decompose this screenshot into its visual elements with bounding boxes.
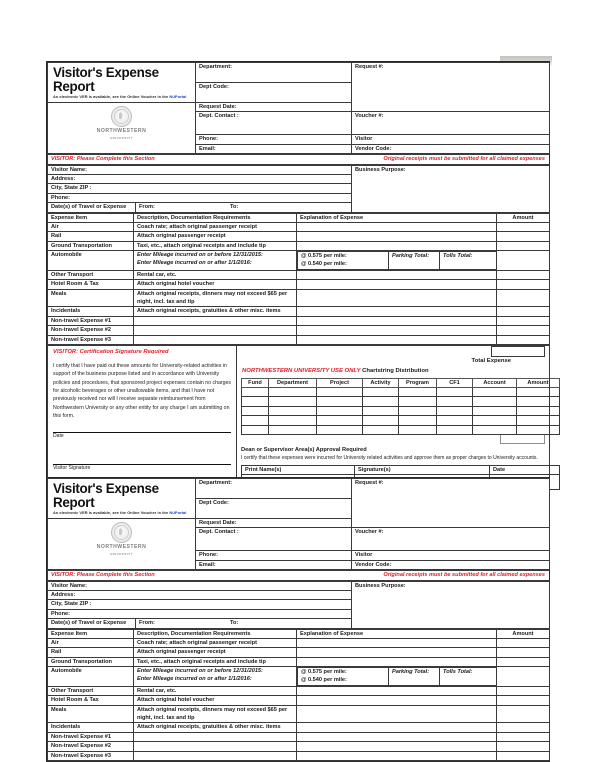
logo-subname: UNIVERSITY	[109, 136, 134, 141]
cs-cell[interactable]	[399, 416, 437, 425]
table-row-rail	[48, 648, 550, 657]
col-cf1: CF1	[437, 378, 473, 387]
cs-cell[interactable]	[317, 406, 363, 415]
expense-desc: Taxi, etc., attach original receipts and include tip	[134, 241, 297, 250]
cs-cell[interactable]	[269, 425, 317, 434]
field-business-purpose[interactable]: Business Purpose:	[352, 165, 550, 212]
expense-explanation[interactable]	[297, 705, 497, 723]
field-phone[interactable]: Phone:	[196, 135, 352, 144]
expense-item-label: Non-travel Expense #3	[48, 751, 134, 760]
expense-item-label: Other Transport	[48, 686, 134, 695]
expense-item-label: Air	[48, 638, 134, 647]
table-row-other-transport	[48, 686, 550, 695]
expense-amount[interactable]	[497, 232, 550, 241]
expense-report-form-1	[46, 61, 550, 495]
cs-cell[interactable]	[363, 397, 399, 406]
rate-line-2: @ 0.540 per mile:	[301, 677, 347, 684]
cs-cell[interactable]	[363, 416, 399, 425]
table-row-incidentals	[48, 723, 550, 732]
expense-item-label: Non-travel Expense #1	[48, 732, 134, 741]
title-subtitle: An electronic VER is available, see the Online Voucher in the NUPortal	[53, 94, 187, 100]
tolls-total-label[interactable]: Tolls Total:	[440, 252, 498, 270]
field-email[interactable]: Email:	[196, 560, 352, 569]
expense-amount[interactable]	[497, 638, 550, 647]
chartstring-row	[242, 416, 560, 425]
expense-amount[interactable]	[497, 251, 550, 271]
cs-cell[interactable]	[517, 397, 560, 406]
expense-explanation[interactable]	[297, 657, 497, 666]
chartstring-row	[242, 397, 560, 406]
expense-amount[interactable]	[497, 280, 550, 289]
mileage-line-1: Enter Mileage incurred on or before 12/31/2015:	[137, 668, 263, 675]
rate-line-1: @ 0.575 per mile:	[301, 669, 347, 676]
field-visitor-name[interactable]: Visitor Name:	[48, 581, 352, 590]
total-expense-label: Total Expense	[471, 357, 511, 364]
cs-cell[interactable]	[317, 388, 363, 397]
label-travel-dates: Date(s) of Travel or Expense	[48, 203, 136, 212]
mileage-rates	[298, 252, 389, 270]
certification-title: VISITOR: Certification Signature Required	[53, 348, 169, 355]
expense-amount[interactable]	[497, 222, 550, 231]
travel-to-label: To:	[229, 620, 239, 627]
mileage-line-2: Enter Mileage incurred on or after 1/1/2016:	[137, 260, 252, 267]
col-print-name: Print Name(s)	[242, 465, 355, 474]
visitor-signature-line[interactable]	[53, 453, 231, 465]
table-row-nontravel-1	[48, 316, 550, 325]
cs-cell[interactable]	[317, 416, 363, 425]
expense-item-label: Non-travel Expense #3	[48, 335, 134, 344]
table-row-ground-transportation	[48, 657, 550, 666]
expense-amount[interactable]	[497, 335, 550, 344]
expense-explanation[interactable]	[297, 222, 497, 231]
cs-cell[interactable]	[473, 416, 517, 425]
expense-explanation[interactable]	[297, 270, 497, 279]
cs-cell[interactable]	[242, 406, 269, 415]
title-subtitle: An electronic VER is available, see the Online Voucher in the NUPortal	[53, 510, 187, 516]
expense-item-label: Automobile	[48, 251, 134, 271]
expense-amount[interactable]	[497, 270, 550, 279]
northwestern-seal-icon	[111, 522, 132, 543]
expense-desc-mileage	[134, 667, 297, 687]
chartstring-banner-black: Chartstring Distribution	[362, 368, 429, 375]
expense-desc: Attach original receipts, gratuities & other misc. items	[134, 307, 297, 316]
expense-item-label: Air	[48, 222, 134, 231]
expense-amount[interactable]	[497, 657, 550, 666]
expense-desc: Taxi, etc., attach original receipts and include tip	[134, 657, 297, 666]
expense-explanation[interactable]	[297, 648, 497, 657]
visitor-banner-right: Original receipts must be submitted for all claimed expenses	[383, 572, 545, 579]
expense-item-label: Other Transport	[48, 270, 134, 279]
northwestern-seal-icon	[111, 106, 132, 127]
cs-cell[interactable]	[242, 416, 269, 425]
logo-name: NORTHWESTERN	[96, 128, 147, 135]
parking-total-label[interactable]: Parking Total:	[389, 668, 440, 686]
visitor-banner-right: Original receipts must be submitted for all claimed expenses	[383, 156, 545, 163]
table-row-meals	[48, 705, 550, 723]
form-header	[47, 62, 550, 154]
expense-amount[interactable]	[497, 667, 550, 687]
expense-item-label: Incidentals	[48, 307, 134, 316]
field-dept-contact[interactable]: Dept. Contact :	[196, 528, 352, 551]
expense-desc-mileage	[134, 251, 297, 271]
travel-to-label: To:	[229, 204, 239, 211]
expense-explanation[interactable]	[297, 751, 497, 760]
nuportal-link[interactable]: NUPortal	[169, 94, 187, 100]
visitor-banner-row	[47, 154, 549, 164]
col-project: Project	[317, 378, 363, 387]
cs-cell[interactable]	[363, 388, 399, 397]
field-visitor[interactable]: Visitor	[352, 135, 550, 144]
visitor-banner-left: VISITOR: Please Complete this Section	[51, 572, 155, 579]
field-visitor[interactable]: Visitor	[352, 551, 550, 560]
field-request-number[interactable]: Request #:	[352, 479, 550, 528]
expense-explanation[interactable]	[297, 307, 497, 316]
travel-from-label: From:	[139, 204, 155, 211]
expense-amount[interactable]	[497, 326, 550, 335]
expense-desc[interactable]	[134, 751, 297, 760]
expense-explanation[interactable]	[297, 241, 497, 250]
cs-cell[interactable]	[317, 397, 363, 406]
travel-from-label: From:	[139, 620, 155, 627]
visitor-banner-row-2	[47, 570, 549, 580]
cs-cell[interactable]	[473, 388, 517, 397]
field-city-state-zip[interactable]: City, State ZIP :	[48, 184, 352, 193]
col-description: Description, Documentation Requirements	[134, 629, 297, 638]
expense-explanation[interactable]	[297, 732, 497, 741]
expense-desc: Coach rate; attach original passenger receipt	[134, 222, 297, 231]
logo-block	[48, 102, 196, 153]
col-explanation: Explanation of Expense	[297, 213, 497, 222]
total-expense-box[interactable]	[491, 346, 545, 357]
cs-cell[interactable]	[399, 425, 437, 434]
field-visitor-name[interactable]: Visitor Name:	[48, 165, 352, 174]
col-description: Description, Documentation Requirements	[134, 213, 297, 222]
col-expense-item: Expense Item	[48, 629, 134, 638]
col-cs-amount: Amount	[517, 378, 560, 387]
logo-subname: UNIVERSITY	[109, 552, 134, 557]
field-vendor-code[interactable]: Vendor Code:	[352, 144, 550, 153]
table-row-nontravel-3	[48, 335, 550, 344]
field-voucher-number[interactable]: Voucher #:	[352, 112, 550, 135]
table-row-other-transport	[48, 270, 550, 279]
expense-amount[interactable]	[497, 307, 550, 316]
table-row-nontravel-2	[48, 742, 550, 751]
expense-explanation[interactable]	[297, 723, 497, 732]
col-account: Account	[473, 378, 517, 387]
expense-desc[interactable]	[134, 316, 297, 325]
cs-cell[interactable]	[242, 425, 269, 434]
expense-amount[interactable]	[497, 289, 550, 307]
expense-amount[interactable]	[497, 648, 550, 657]
table-row-hotel	[48, 696, 550, 705]
expense-explanation[interactable]	[297, 742, 497, 751]
col-expense-item: Expense Item	[48, 213, 134, 222]
field-dept-contact[interactable]: Dept. Contact :	[196, 112, 352, 135]
col-explanation: Explanation of Expense	[297, 629, 497, 638]
table-row-nontravel-2	[48, 326, 550, 335]
expense-desc: Attach original receipts, dinners may not exceed $65 per night, incl. tax and tip	[134, 289, 297, 307]
bottom-section	[47, 345, 550, 494]
cs-cell[interactable]	[517, 416, 560, 425]
mileage-line-1: Enter Mileage incurred on or before 12/31/2015:	[137, 252, 263, 259]
cs-cell[interactable]	[437, 397, 473, 406]
cs-cell[interactable]	[399, 388, 437, 397]
expense-item-label: Rail	[48, 648, 134, 657]
expense-desc: Attach original hotel voucher	[134, 696, 297, 705]
cs-cell[interactable]	[363, 406, 399, 415]
expense-amount[interactable]	[497, 723, 550, 732]
expense-amount[interactable]	[497, 241, 550, 250]
expense-amount[interactable]	[497, 751, 550, 760]
field-business-purpose[interactable]: Business Purpose:	[352, 581, 550, 628]
expense-explanation[interactable]	[297, 686, 497, 695]
expense-desc: Attach original passenger receipt	[134, 232, 297, 241]
expense-desc: Rental car, etc.	[134, 270, 297, 279]
cs-cell[interactable]	[317, 425, 363, 434]
table-row-air	[48, 638, 550, 647]
form-header-2	[47, 478, 550, 570]
label-travel-dates: Date(s) of Travel or Expense	[48, 619, 136, 628]
table-row-meals	[48, 289, 550, 307]
cs-cell[interactable]	[269, 416, 317, 425]
col-program: Program	[399, 378, 437, 387]
logo-name: NORTHWESTERN	[96, 544, 147, 551]
field-request-date[interactable]: Request Date:	[196, 518, 352, 527]
expense-desc[interactable]	[134, 732, 297, 741]
title-block	[48, 479, 196, 519]
rate-line-2: @ 0.540 per mile:	[301, 261, 347, 268]
col-fund: Fund	[242, 378, 269, 387]
chartstring-table	[241, 378, 560, 435]
table-row-air	[48, 222, 550, 231]
expense-desc: Attach original receipts, dinners may not exceed $65 per night, incl. tax and tip	[134, 705, 297, 723]
expense-explanation[interactable]	[297, 696, 497, 705]
expense-item-label: Incidentals	[48, 723, 134, 732]
expense-explanation[interactable]	[297, 289, 497, 307]
expense-desc: Rental car, etc.	[134, 686, 297, 695]
cs-cell[interactable]	[399, 406, 437, 415]
col-amount: Amount	[497, 629, 550, 638]
nuportal-link[interactable]: NUPortal	[169, 510, 187, 516]
page-title: Visitor's Expense Report	[53, 65, 159, 95]
expense-table-header-row	[48, 629, 550, 638]
rate-line-1: @ 0.575 per mile:	[301, 253, 347, 260]
chartstring-row	[242, 388, 560, 397]
field-visitor-phone[interactable]: Phone:	[48, 193, 352, 202]
field-request-number[interactable]: Request #:	[352, 63, 550, 112]
visitor-banner	[48, 571, 550, 580]
expense-desc: Coach rate; attach original passenger receipt	[134, 638, 297, 647]
cs-cell[interactable]	[269, 406, 317, 415]
expense-report-form-2	[46, 477, 550, 762]
certification-body: I certify that I have paid out these amounts for University-related activities in support of the business purpose listed and in accordance with University policies and procedures, that sponsored project expenses contain no charges for alcoholic beverages or other unallowable items, and that I have not previously received nor will I receive separate reimbursement from Northwestern University or any other entity for any charge I am submitting on this form.	[53, 362, 231, 420]
chartstring-total-cell[interactable]	[500, 435, 545, 444]
expense-item-label: Non-travel Expense #2	[48, 326, 134, 335]
mileage-rates-cell	[297, 251, 497, 271]
expense-item-label: Hotel Room & Tax	[48, 696, 134, 705]
field-department[interactable]: Department:	[196, 479, 352, 499]
field-vendor-code[interactable]: Vendor Code:	[352, 560, 550, 569]
expense-item-label: Hotel Room & Tax	[48, 280, 134, 289]
approval-title: Dean or Supervisor Area(s) Approval Required	[241, 447, 367, 454]
cs-cell[interactable]	[437, 416, 473, 425]
logo-block	[48, 518, 196, 569]
expense-amount[interactable]	[497, 705, 550, 723]
cs-cell[interactable]	[517, 425, 560, 434]
expense-explanation[interactable]	[297, 335, 497, 344]
page-title: Visitor's Expense Report	[53, 481, 159, 511]
title-block	[48, 63, 196, 103]
chartstring-row	[242, 425, 560, 434]
chartstring-header-row	[242, 378, 560, 387]
expense-item-label: Rail	[48, 232, 134, 241]
table-row-rail	[48, 232, 550, 241]
cs-cell[interactable]	[242, 388, 269, 397]
field-dept-code[interactable]: Dept Code:	[196, 82, 352, 102]
cs-cell[interactable]	[242, 397, 269, 406]
cs-cell[interactable]	[517, 388, 560, 397]
expense-explanation[interactable]	[297, 316, 497, 325]
col-approval-date: Date	[490, 465, 560, 474]
expense-items-table	[47, 213, 550, 345]
expense-desc[interactable]	[134, 326, 297, 335]
expense-amount[interactable]	[497, 742, 550, 751]
table-row-ground-transportation	[48, 241, 550, 250]
expense-item-label: Meals	[48, 289, 134, 307]
cs-cell[interactable]	[473, 397, 517, 406]
visitor-info-table	[47, 165, 550, 213]
mileage-line-2: Enter Mileage incurred on or after 1/1/2016:	[137, 676, 252, 683]
chartstring-banner	[241, 366, 545, 378]
col-signature: Signature(s)	[355, 465, 490, 474]
expense-desc: Attach original passenger receipt	[134, 648, 297, 657]
date-signature-line[interactable]	[53, 421, 231, 433]
expense-desc[interactable]	[134, 742, 297, 751]
field-dept-code[interactable]: Dept Code:	[196, 498, 352, 518]
tolls-total-label[interactable]: Tolls Total:	[440, 668, 498, 686]
visitor-info-table-2	[47, 581, 550, 629]
expense-amount[interactable]	[497, 316, 550, 325]
cs-cell[interactable]	[437, 406, 473, 415]
field-department[interactable]: Department:	[196, 63, 352, 83]
table-row-nontravel-1	[48, 732, 550, 741]
table-row-incidentals	[48, 307, 550, 316]
expense-explanation[interactable]	[297, 326, 497, 335]
field-travel-dates[interactable]	[136, 619, 352, 628]
expense-amount[interactable]	[497, 686, 550, 695]
col-department: Department	[269, 378, 317, 387]
expense-explanation[interactable]	[297, 280, 497, 289]
expense-desc[interactable]	[134, 335, 297, 344]
table-row-nontravel-3	[48, 751, 550, 760]
expense-table-header-row	[48, 213, 550, 222]
table-row-hotel	[48, 280, 550, 289]
chartstring-banner-red: NORTHWESTERN UNIVERSITY USE ONLY	[242, 368, 361, 375]
cs-cell[interactable]	[473, 425, 517, 434]
university-use-block	[237, 345, 550, 493]
expense-items-table-2	[47, 629, 550, 761]
expense-item-label: Non-travel Expense #1	[48, 316, 134, 325]
cs-cell[interactable]	[399, 397, 437, 406]
parking-total-label[interactable]: Parking Total:	[389, 252, 440, 270]
field-request-date[interactable]: Request Date:	[196, 102, 352, 111]
field-phone[interactable]: Phone:	[196, 551, 352, 560]
approval-body: I certify that these expenses were incurred for University related activities and approve them as proper charges to University accounts.	[241, 454, 538, 461]
expense-explanation[interactable]	[297, 232, 497, 241]
visitor-banner	[48, 155, 550, 164]
field-visitor-phone[interactable]: Phone:	[48, 609, 352, 618]
mileage-rates-cell	[297, 667, 497, 687]
expense-item-label: Ground Transportation	[48, 657, 134, 666]
expense-item-label: Non-travel Expense #2	[48, 742, 134, 751]
cs-cell[interactable]	[437, 425, 473, 434]
field-email[interactable]: Email:	[196, 144, 352, 153]
certification-block	[48, 345, 237, 493]
col-activity: Activity	[363, 378, 399, 387]
expense-desc: Attach original hotel voucher	[134, 280, 297, 289]
approval-header-row	[242, 465, 560, 474]
cs-cell[interactable]	[437, 388, 473, 397]
expense-amount[interactable]	[497, 696, 550, 705]
expense-amount[interactable]	[497, 732, 550, 741]
field-voucher-number[interactable]: Voucher #:	[352, 528, 550, 551]
cs-cell[interactable]	[269, 388, 317, 397]
mileage-rates	[298, 668, 389, 686]
cs-cell[interactable]	[473, 406, 517, 415]
cs-cell[interactable]	[363, 425, 399, 434]
date-label: Date	[53, 433, 64, 440]
visitor-signature-label: Visitor Signature	[53, 465, 91, 472]
table-row-automobile	[48, 667, 550, 687]
expense-item-label: Meals	[48, 705, 134, 723]
field-travel-dates[interactable]	[136, 203, 352, 212]
expense-desc: Attach original receipts, gratuities & other misc. items	[134, 723, 297, 732]
col-amount: Amount	[497, 213, 550, 222]
cs-cell[interactable]	[269, 397, 317, 406]
expense-explanation[interactable]	[297, 638, 497, 647]
visitor-banner-left: VISITOR: Please Complete this Section	[51, 156, 155, 163]
chartstring-row	[242, 406, 560, 415]
field-address[interactable]: Address:	[48, 174, 352, 183]
field-address[interactable]: Address:	[48, 590, 352, 599]
table-row-automobile	[48, 251, 550, 271]
expense-item-label: Automobile	[48, 667, 134, 687]
cs-cell[interactable]	[517, 406, 560, 415]
field-city-state-zip[interactable]: City, State ZIP :	[48, 600, 352, 609]
expense-item-label: Ground Transportation	[48, 241, 134, 250]
